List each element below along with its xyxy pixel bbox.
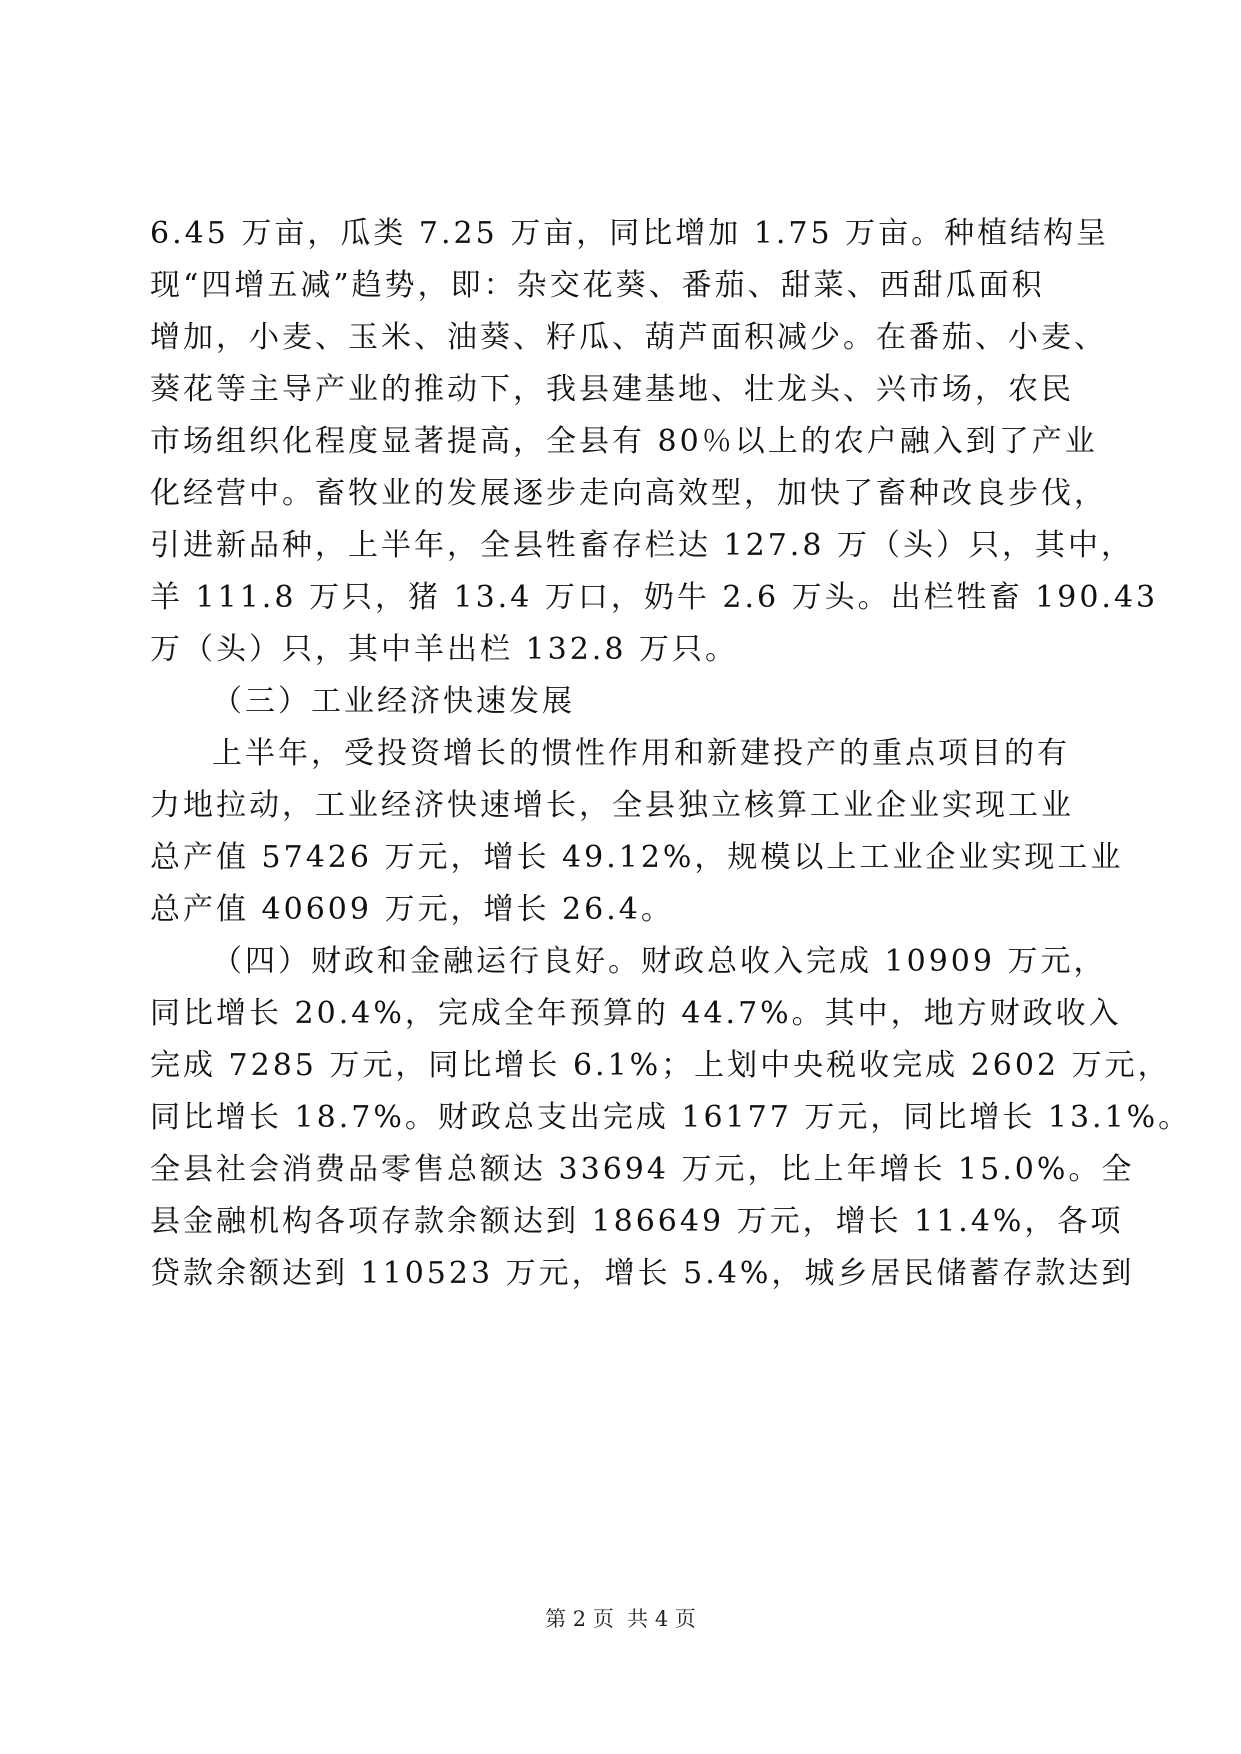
- text-line: 同比增长 20.4%，完成全年预算的 44.7%。其中，地方财政收入: [150, 996, 1122, 1031]
- text-line: 现“四增五减”趋势，即：杂交花葵、番茄、甜菜、西甜瓜面积: [150, 268, 1045, 303]
- text-line: 万（头）只，其中羊出栏 132.8 万只。: [150, 632, 738, 667]
- text-line: 市场组织化程度显著提高，全县有 80％以上的农户融入到了产业: [150, 424, 1098, 459]
- text-line: 引进新品种，上半年，全县牲畜存栏达 127.8 万（头）只，其中，: [150, 528, 1134, 563]
- text-line: 增加，小麦、玉米、油葵、籽瓜、葫芦面积减少。在番茄、小麦、: [150, 320, 1107, 355]
- text-line: 力地拉动，工业经济快速增长，全县独立核算工业企业实现工业: [150, 788, 1074, 823]
- text-line: 化经营中。畜牧业的发展逐步走向高效型，加快了畜种改良步伐，: [150, 476, 1107, 511]
- text-line: 县金融机构各项存款余额达到 186649 万元，增长 11.4%，各项: [150, 1204, 1124, 1239]
- text-line: 总产值 40609 万元，增长 26.4。: [150, 892, 674, 927]
- text-line: 上半年，受投资增长的惯性作用和新建投产的重点项目的有: [212, 736, 1070, 771]
- text-line: 总产值 57426 万元，增长 49.12%，规模以上工业企业实现工业: [150, 840, 1124, 875]
- page-number: 第 2 页 共 4 页: [545, 1607, 696, 1631]
- text-line: （四）财政和金融运行良好。财政总收入完成 10909 万元，: [212, 944, 1107, 979]
- text-line: 葵花等主导产业的推动下，我县建基地、壮龙头、兴市场，农民: [150, 372, 1074, 407]
- text-line: 羊 111.8 万只，猪 13.4 万口，奶牛 2.6 万头。出栏牲畜 190.43: [150, 580, 1159, 615]
- text-line: 6.45 万亩，瓜类 7.25 万亩，同比增加 1.75 万亩。种植结构呈: [150, 216, 1110, 251]
- section-heading: （三）工业经济快速发展: [212, 684, 575, 719]
- text-line: 贷款余额达到 110523 万元，增长 5.4%，城乡居民储蓄存款达到: [150, 1256, 1135, 1291]
- text-line: 同比增长 18.7%。财政总支出完成 16177 万元，同比增长 13.1%。: [150, 1100, 1192, 1135]
- text-line: 完成 7285 万元，同比增长 6.1%；上划中央税收完成 2602 万元，: [150, 1048, 1171, 1083]
- text-line: 全县社会消费品零售总额达 33694 万元，比上年增长 15.0%。全: [150, 1152, 1135, 1187]
